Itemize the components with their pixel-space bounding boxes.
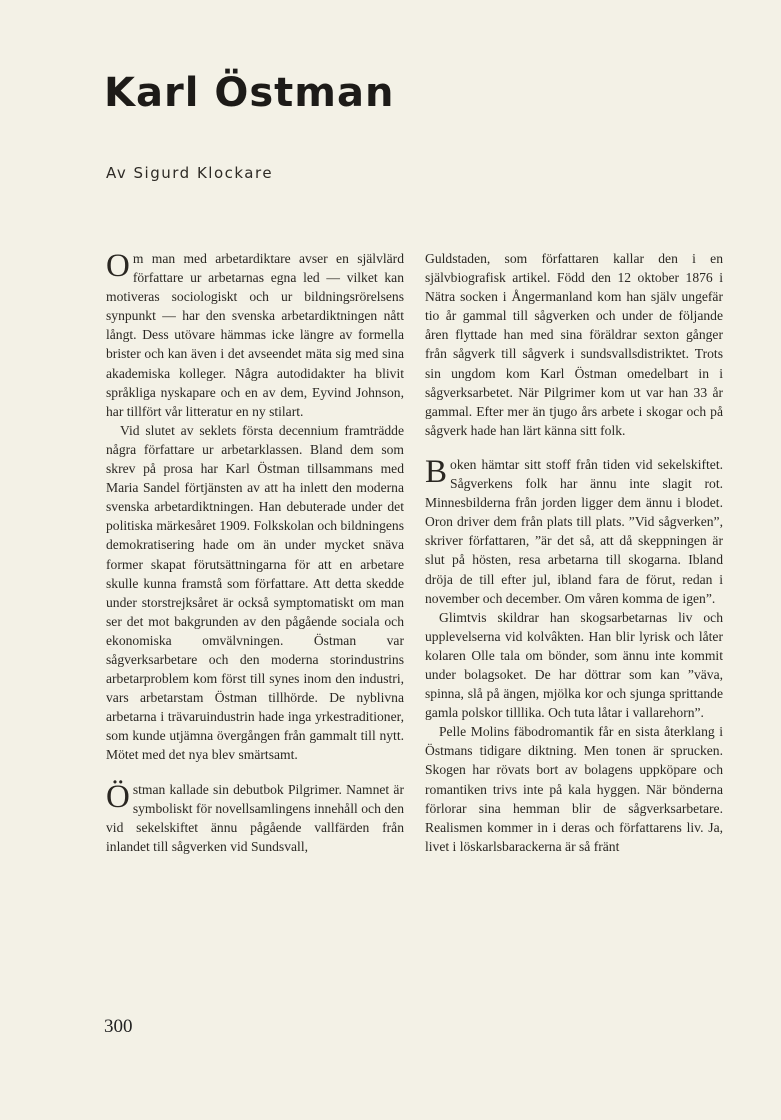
- paragraph-text: stman kallade sin debutbok Pilgrimer. Namnet är symboliskt för novellsamlingens innehåll och den vid sekelskiftet ännu pågående vallfärden från inlandet till sågverken vid Sundsvall,: [106, 781, 404, 854]
- paragraph: [106, 249, 404, 421]
- paragraph-text: m man med arbetardiktare avser en självlärd författare ur arbetarnas egna led — vilket kan motiveras sociologiskt och ur bildningsrörelsens synpunkt — har den svenska arbetardiktningen nått långt. Dess utövare hämmas icke längre av formella brister och kan även i det avseendet mäta sig med sina akademiska kolleger. Några autodidakter ha blivit språkliga nyskapare och en av dem, Eyvind Johnson, har tillfört vår litteratur en ny stilart.: [106, 251, 404, 419]
- paragraph: [425, 455, 723, 608]
- paragraph: Vid slutet av seklets första decennium framträdde några författare ur arbetarklassen. Bland dem som skrev på prosa har Karl Östman tillsammans med Maria Sandel förtjänsten av att ha inlett den moderna svenska arbetardiktningen. Han debuterade under det politiska märkesåret 1909. Folkskolan och bildningens demokratisering hade om än under mycket snäva former skapat förutsättningarna för att en arbetare skulle kunna framstå som författare. Att detta skedde under storstrejksåret är också symptomatiskt om man ser det mot bakgrunden av den pågående sociala och ekonomiska omvälvningen. Östman var sågverksarbetare och den moderna storindustrins arbetarproblem kom först till synes inom den industri, vars arbetarstam Östman tillhörde. De nyblivna arbetarna i trävaruindustrin hade inga yrkestraditioner, som kunde utjämna övergången från gammalt till nytt. Mötet med det nya blev smärtsamt.: [106, 422, 404, 763]
- paragraph: [106, 780, 404, 856]
- paragraph: Glimtvis skildrar han skogsarbetarnas liv och upplevelserna vid kolvâkten. Han blir lyrisk och låter kolaren Olle tala om bönder, som ännu inte kommit under bolagsoket. De har döttrar som kan ”väva, spinna, slå på ängen, mjölka kor och sjunga sprittande gamla polskor tilllika. Och tuta låtar i vallarehorn”.: [425, 609, 723, 721]
- page-number: 300: [104, 1016, 133, 1037]
- paragraph: Pelle Molins fäbodromantik får en sista återklang i Östmans tidigare diktning. Men tonen är sprucken. Skogen har rövats bort av bolagens uppköpare och romantiken trivs inte på kala hyggen. När bönderna förlorar sina hemman blir de sågverksarbetare. Realismen kommer in i deras och författarens liv. Ja, livet i löskarlsbarackerna är så fränt: [425, 724, 723, 854]
- article-byline: Av Sigurd Klockare: [106, 164, 274, 182]
- drop-cap: B: [425, 453, 448, 490]
- drop-cap: O: [106, 248, 130, 284]
- paragraph-text: oken hämtar sitt stoff från tiden vid sekelskiftet. Sågverkens folk har ännu inte slagit rot. Minnesbilderna från jorden ligger dem ännu i blodet. Oron driver dem från plats till plats. ”Vid sågverken”, skriver författaren, ”är det så, att då skeppningen är slut på hösten, resa arbetarna till skogarna. Ibland dröja de till efter jul, ibland fara de förut, redan i november och december. Om våren komma de igen”.: [425, 456, 723, 606]
- drop-cap: Ö: [106, 778, 130, 815]
- right-column: [425, 249, 723, 856]
- paragraph: Guldstaden, som författaren kallar den i en självbiografisk artikel. Född den 12 oktober 1876 i Nätra socken i Ångermanland kom han själv ungefär tio år gammal till sågverken och under de följande åren flyttade han med sina föräldrar sexton gånger från sågverk till sågverk i sundsvallsdistriktet. Trots sin ungdom kom Karl Östman omedelbart in i sågverksarbetet. När Pilgrimer kom ut var han 33 år gammal. Efter mer än tjugo års arbete i skogar och på sågverk hade han lärt känna sitt folk.: [425, 251, 723, 438]
- article-title: Karl Östman: [104, 70, 395, 116]
- left-column: [106, 249, 404, 856]
